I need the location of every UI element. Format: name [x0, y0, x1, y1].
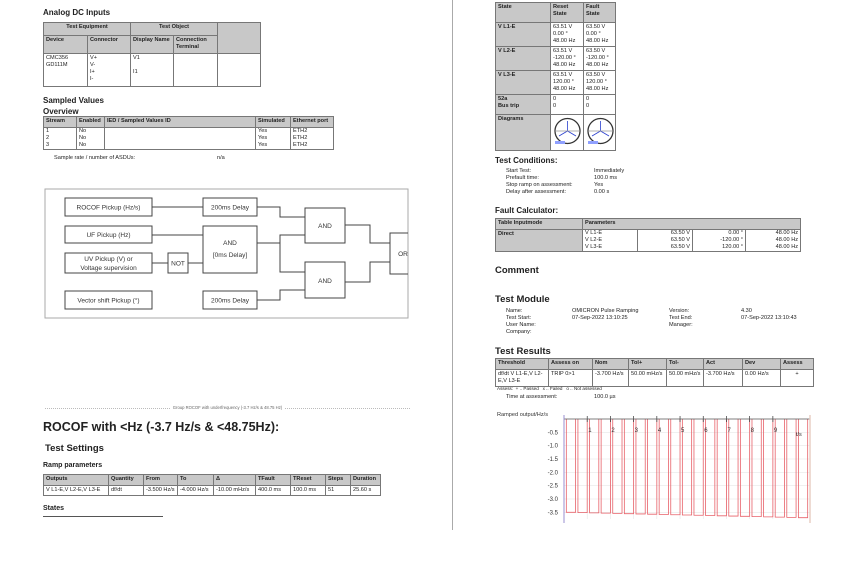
header-ied: IED / Sampled Values ID	[105, 117, 256, 128]
header-dev: Dev	[743, 359, 781, 370]
cell: 50.00 mHz/s	[667, 370, 704, 387]
label-delay-after: Delay after assessment:	[506, 189, 567, 195]
table-row	[496, 370, 814, 387]
cell: 2	[44, 135, 77, 142]
cell: 50.00 mHz/s	[629, 370, 667, 387]
cell: 0.00 °	[693, 230, 746, 237]
module-values	[572, 308, 639, 322]
y-tick-label: -2.0	[547, 470, 558, 477]
header-outputs: Outputs	[44, 475, 109, 486]
header-fault-state: Fault State	[584, 3, 616, 23]
cell: V L2-E	[583, 237, 638, 244]
x-tick-label: 7	[727, 428, 731, 434]
cell: 3	[44, 142, 77, 149]
not-label: NOT	[171, 260, 185, 268]
module-labels-2	[669, 308, 693, 329]
value-test-end: 07-Sep-2022 13:10:43	[741, 315, 797, 321]
value-test-start: 07-Sep-2022 13:10:25	[572, 315, 628, 321]
assess-legend: Assess: + .. Passed x .. Failed o .. Not assessed	[497, 386, 602, 391]
label-test-end: Test End:	[669, 315, 693, 321]
test-results-table	[495, 358, 814, 387]
header-connection-terminal: Connection Terminal	[174, 36, 218, 54]
analog-dc-inputs-heading: Analog DC Inputs	[43, 8, 111, 17]
pulse-bar	[578, 419, 587, 513]
header-quantity: Quantity	[109, 475, 144, 486]
cell: ETH2	[291, 128, 334, 135]
overview-heading: Overview	[43, 107, 79, 116]
table-row	[496, 230, 801, 237]
row-label-diagrams: Diagrams	[496, 115, 551, 151]
cell: 100.0 ms	[291, 486, 326, 496]
pulse-bar	[787, 419, 796, 517]
sample-rate-label: Sample rate / number of ASDUs:	[54, 155, 136, 161]
cell: V L3-E	[583, 244, 638, 251]
test-conditions-heading: Test Conditions:	[495, 156, 558, 165]
ramped-output-chart	[490, 405, 820, 530]
cell: -3.700 Hz/s	[704, 370, 743, 387]
phasor-diagram-fault	[584, 115, 616, 151]
time-at-assessment-label: Time at assessment:	[506, 394, 558, 400]
y-tick-label: -2.5	[547, 483, 558, 490]
value-version: 4.30	[741, 308, 752, 314]
label-version: Version:	[669, 308, 690, 314]
cell: 63.50 V 120.00 ° 48.00 Hz	[584, 71, 616, 95]
cell: Yes	[256, 135, 291, 142]
test-module-heading: Test Module	[495, 294, 550, 305]
cell-connectors: V+ V- I+ I-	[88, 54, 131, 87]
x-tick-label: 3	[634, 428, 638, 434]
cell: 1	[44, 128, 77, 135]
header-ethernet: Ethernet port	[291, 117, 334, 128]
pulse-bar	[648, 419, 657, 514]
label-test-start: Test Start:	[506, 315, 532, 321]
comment-heading: Comment	[495, 265, 539, 276]
pulse-bar	[764, 419, 773, 517]
y-tick-label: -3.0	[547, 497, 558, 503]
cell-display-names: V1 I1	[131, 54, 174, 87]
cell: V L1-E,V L2-E,V L3-E	[44, 486, 109, 496]
label-user-name: User Name:	[506, 322, 536, 328]
chart-title: Ramped output/Hz/s	[497, 412, 548, 418]
label-company: Company:	[506, 329, 532, 335]
time-at-assessment-value: 100.0 µs	[594, 394, 616, 400]
cell: 63.50 V	[638, 230, 693, 237]
conditions-values	[594, 168, 624, 196]
cell: -10.00 mHz/s	[214, 486, 256, 496]
row-label: V L2-E	[496, 47, 551, 71]
header-simulated: Simulated	[256, 117, 291, 128]
cell: TRIP 0>1	[549, 370, 593, 387]
cell: ETH2	[291, 142, 334, 149]
cell: -120.00 °	[693, 237, 746, 244]
phasor-diagram-reset	[551, 115, 584, 151]
cell: 0.00 Hz/s	[743, 370, 781, 387]
state-table	[495, 2, 616, 151]
pulse-bar	[671, 419, 680, 515]
header-delta: Δ	[214, 475, 256, 486]
uf-label: UF Pickup (Hz)	[86, 232, 131, 239]
x-tick-label: 1	[588, 428, 592, 434]
x-tick-label: 2	[611, 428, 615, 434]
header-display-name: Display Name	[131, 36, 174, 54]
uv-label-1: UV Pickup (V) or	[84, 256, 133, 263]
and1-label: AND	[318, 223, 332, 230]
row-label: 52a Bus trip	[496, 95, 551, 115]
cell: -4.000 Hz/s	[178, 486, 214, 496]
header-table-inputmode: Table Inputmode	[496, 219, 583, 230]
header-threshold: Threshold	[496, 359, 549, 370]
value-delay-after: 0.00 s	[594, 189, 610, 195]
cell: 63.50 V -120.00 ° 48.00 Hz	[584, 47, 616, 71]
header-device: Device	[44, 36, 88, 54]
header-stream: Stream	[44, 117, 77, 128]
value-stop-ramp: Yes	[594, 182, 604, 188]
and-0ms-box	[203, 226, 257, 273]
header-parameters: Parameters	[583, 219, 801, 230]
table-row	[496, 47, 616, 71]
table-row	[44, 486, 381, 496]
cell: ETH2	[291, 135, 334, 142]
states-underline	[43, 516, 163, 517]
or-label: OR	[398, 251, 408, 258]
and0-delay-label: [0ms Delay]	[212, 252, 248, 259]
row-label: V L3-E	[496, 71, 551, 95]
x-axis-label: t/s	[796, 432, 802, 438]
header-nom: Nom	[593, 359, 629, 370]
sampled-values-heading: Sampled Values	[43, 96, 104, 105]
cell: 51	[326, 486, 351, 496]
x-tick-label: 9	[773, 428, 778, 434]
header-tfault: TFault	[256, 475, 291, 486]
y-tick-label: -0.5	[547, 430, 558, 437]
vector-label: Vector shift Pickup (°)	[77, 297, 140, 305]
table-row	[496, 23, 616, 47]
row-label: V L1-E	[496, 23, 551, 47]
header-steps: Steps	[326, 475, 351, 486]
x-tick-label: 4	[657, 428, 662, 434]
and0-label: AND	[223, 240, 237, 247]
pulse-bar	[717, 419, 726, 516]
test-results-heading: Test Results	[495, 346, 551, 357]
table-row	[496, 71, 616, 95]
cell: -3.500 Hz/s	[144, 486, 178, 496]
value-prefault-time: 100.0 ms	[594, 175, 618, 181]
header-tol-minus: Tol-	[667, 359, 704, 370]
pulse-bar	[566, 419, 575, 512]
cell: 63.51 V 0.00 ° 48.00 Hz	[551, 23, 584, 47]
header-tol-plus: Tol+	[629, 359, 667, 370]
cell: No	[77, 142, 105, 149]
conditions-labels	[506, 168, 573, 196]
cell: 25.60 s	[351, 486, 381, 496]
label-name: Name:	[506, 308, 523, 314]
header-enabled: Enabled	[77, 117, 105, 128]
logic-diagram	[0, 0, 450, 330]
rocof-label: ROCOF Pickup (Hz/s)	[76, 204, 141, 212]
header-connector: Connector	[88, 36, 131, 54]
header-assess-on: Assess on	[549, 359, 593, 370]
cell: Yes	[256, 128, 291, 135]
group-caption: Group ROCOF with underfrequency (-3.7 Hz/s & 48.75 Hz)	[172, 405, 283, 410]
and2-label: AND	[318, 278, 332, 285]
cell: 48.00 Hz	[746, 230, 801, 237]
header-treset: TReset	[291, 475, 326, 486]
cell: No	[77, 128, 105, 135]
fault-calculator-table	[495, 218, 801, 252]
cell: 0 0	[584, 95, 616, 115]
cell-mode: Direct	[496, 230, 583, 252]
page-divider	[452, 0, 453, 530]
header-reset-state: Reset State	[551, 3, 584, 23]
ramp-parameters-table	[43, 474, 381, 496]
cell: No	[77, 135, 105, 142]
header-state: State	[496, 3, 551, 23]
pulse-bar	[740, 419, 749, 516]
cell: 120.00 °	[693, 244, 746, 251]
uv-label-2: Voltage supervision	[80, 265, 137, 272]
cell: 63.50 V 0.00 ° 48.00 Hz	[584, 23, 616, 47]
fault-calculator-heading: Fault Calculator:	[495, 206, 559, 215]
header-duration: Duration	[351, 475, 381, 486]
test-settings-heading: Test Settings	[45, 443, 104, 454]
cell: 0 0	[551, 95, 584, 115]
cell: df/dt V L1-E,V L2-E,V L3-E	[496, 370, 549, 387]
cell: V L1-E	[583, 230, 638, 237]
table-row	[496, 95, 616, 115]
x-tick-label: 8	[750, 428, 755, 434]
delay-label-bottom: 200ms Delay	[211, 297, 249, 305]
assess-result: +	[781, 370, 814, 387]
ramp-parameters-heading: Ramp parameters	[43, 462, 103, 469]
label-manager: Manager:	[669, 322, 693, 328]
label-start-test: Start Test:	[506, 168, 532, 174]
states-heading: States	[43, 505, 65, 512]
cell: 63.50 V	[638, 244, 693, 251]
cell: 48.00 Hz	[746, 244, 801, 251]
test-title: ROCOF with <Hz (-3.7 Hz/s & <48.75Hz):	[43, 420, 280, 434]
cell: Yes	[256, 142, 291, 149]
cell: 63.50 V	[638, 237, 693, 244]
y-tick-label: -1.5	[547, 457, 558, 463]
cell: 48.00 Hz	[746, 237, 801, 244]
label-stop-ramp: Stop ramp on assessment:	[506, 182, 573, 188]
header-act: Act	[704, 359, 743, 370]
sample-rate-value: n/a	[217, 155, 225, 161]
module-values-2	[741, 308, 797, 322]
header-from: From	[144, 475, 178, 486]
header-test-equipment: Test Equipment	[44, 23, 131, 36]
cell: -3.700 Hz/s	[593, 370, 629, 387]
header-to: To	[178, 475, 214, 486]
module-labels	[506, 308, 536, 336]
x-tick-label: 6	[704, 428, 708, 434]
cell: df/dt	[109, 486, 144, 496]
cell-device: CMC356 GD111M	[44, 54, 88, 87]
label-prefault-time: Prefault time:	[506, 175, 539, 181]
cell: 400.0 ms	[256, 486, 291, 496]
header-assess: Assess	[781, 359, 814, 370]
pulse-bar	[624, 419, 633, 514]
pulse-bar	[694, 419, 703, 515]
cell: 63.51 V -120.00 ° 48.00 Hz	[551, 47, 584, 71]
delay-label-top: 200ms Delay	[211, 204, 249, 212]
value-name: OMICRON Pulse Ramping	[572, 308, 639, 314]
x-tick-label: 5	[681, 428, 685, 434]
y-tick-label: -3.5	[547, 510, 558, 517]
cell: 63.51 V 120.00 ° 48.00 Hz	[551, 71, 584, 95]
header-test-object: Test Object	[131, 23, 218, 36]
value-start-test: Immediately	[594, 168, 625, 174]
y-tick-label: -1.0	[547, 443, 558, 450]
